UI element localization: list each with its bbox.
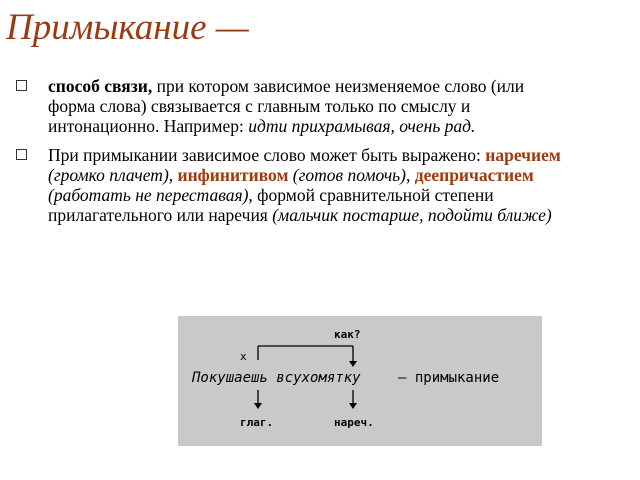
expression-intro: При примыкании зависимое слово может быть выражено: (48, 145, 481, 165)
question-label: как? (334, 328, 361, 341)
definition-text: при котором зависимое неизменяемое слово (или форма слова) связывается с главным только по смыслу и интонационно. Например: (48, 76, 525, 136)
label-adverb: нареч. (334, 416, 374, 429)
example-participle: (работать не переставая), (48, 185, 253, 205)
slide-title: Примыкание — (6, 7, 249, 48)
definition-lead: способ связи, (48, 76, 153, 96)
bullet-expression (14, 145, 574, 225)
diagram-term: – примыкание (398, 370, 500, 386)
bullet-definition (14, 76, 574, 136)
diagram-sentence: Покушаешь всухомятку (192, 370, 361, 386)
square-bullet-icon (16, 80, 27, 91)
bullet-list (14, 76, 574, 234)
example-comparative: (мальчик постарше, подойти ближе) (272, 205, 552, 225)
example-infinitive: (готов помочь), (292, 165, 411, 185)
cross-mark: х (240, 350, 247, 363)
expression-comparative: формой сравнительной степени прилагательного или наречия (48, 185, 494, 225)
definition-example: идти прихрамывая, очень рад. (248, 116, 476, 136)
label-verb: глаг. (240, 416, 274, 429)
syntax-diagram (178, 316, 542, 446)
keyword-participle: деепричастием (414, 165, 534, 185)
example-adverb: (громко плачет), (48, 165, 174, 185)
keyword-adverb: наречием (485, 145, 561, 165)
keyword-infinitive: инфинитивом (177, 165, 289, 185)
square-bullet-icon (16, 149, 27, 160)
